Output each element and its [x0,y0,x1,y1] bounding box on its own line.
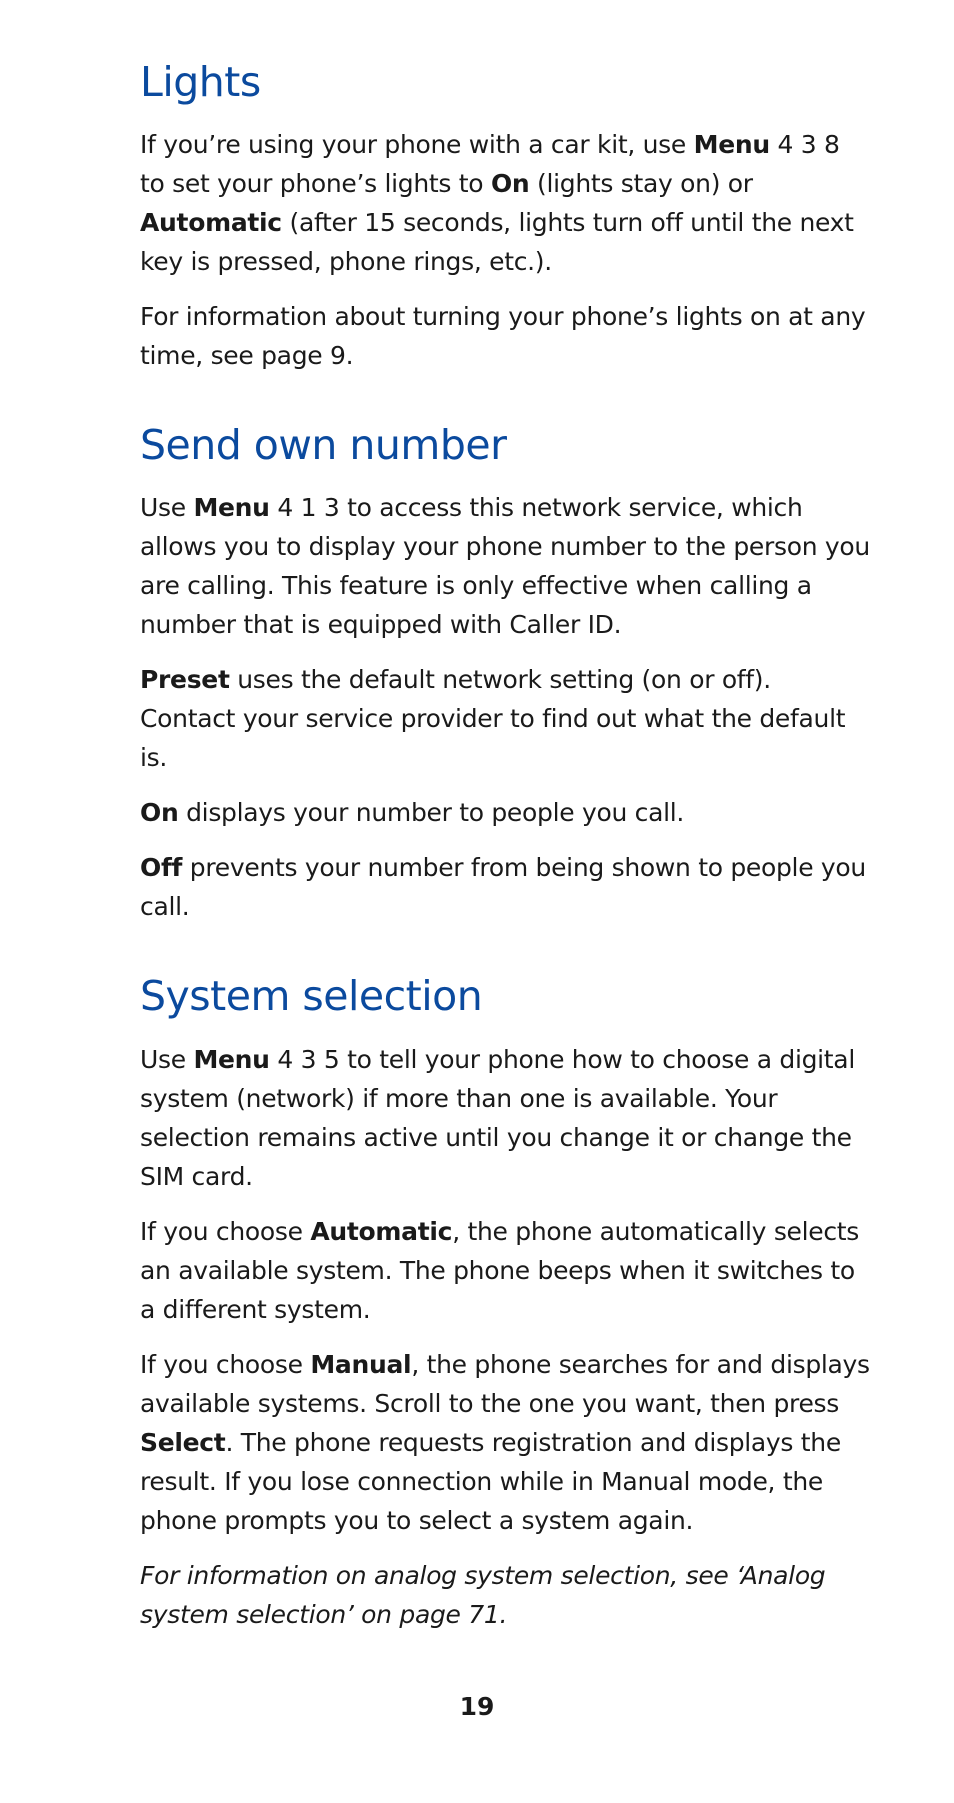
manual-term: Manual [310,1349,412,1379]
heading-lights: Lights [140,58,261,106]
preset-term: Preset [140,665,230,695]
automatic-term: Automatic [140,208,282,238]
select-term: Select [140,1427,226,1457]
section-lights [140,58,870,375]
send-own-number-paragraph-1: Use Menu 4 1 3 to access this network service, which allows you to display your phone number to the person you are calling. This feature is only effective when calling a number that is equipped with Caller ID. [140,493,870,640]
system-selection-paragraph-1: Use Menu 4 3 5 to tell your phone how to choose a digital system (network) if more than one is available. Your selection remains active until you change it or change the SIM card. [140,1044,855,1191]
system-selection-paragraph-automatic: If you choose Automatic, the phone automatically selects an available system. The phone beeps when it switches to a different system. [140,1216,860,1324]
menu-term: Menu [193,493,270,523]
on-term: On [490,169,530,199]
lights-paragraph-1: If you’re using your phone with a car kit, use Menu 4 3 8 to set your phone’s lights to On (lights stay on) or Automatic (after 15 seconds, lights turn off until the next key is pressed, phone rings, etc.). [140,130,854,277]
heading-send-own-number: Send own number [140,421,507,470]
send-own-number-paragraph-off: Off prevents your number from being shown to people you call. [140,853,866,922]
send-own-number-paragraph-on: On displays your number to people you call. [140,798,685,828]
heading-system-selection: System selection [140,972,483,1021]
page-content [140,58,870,1680]
menu-term: Menu [193,1044,270,1074]
send-own-number-paragraph-preset: Preset uses the default network setting (on or off). Contact your service provider to find out what the default is. [140,665,846,773]
system-selection-note: For information on analog system selection, see ‘Analog system selection’ on page 71. [140,1560,826,1629]
off-term: Off [140,853,183,883]
menu-term: Menu [693,130,770,160]
section-send-own-number [140,421,870,926]
section-system-selection [140,972,870,1633]
system-selection-paragraph-manual: If you choose Manual, the phone searches for and displays available systems. Scroll to the one you want, then press Select. The phone requests registration and displays the result. If you lose connection while in Manual mode, the phone prompts you to select a system again. [140,1349,870,1535]
automatic-term: Automatic [310,1216,453,1246]
page-number: 19 [459,1692,495,1721]
on-term: On [140,798,179,828]
lights-paragraph-2: For information about turning your phone’s lights on at any time, see page 9. [140,302,866,371]
